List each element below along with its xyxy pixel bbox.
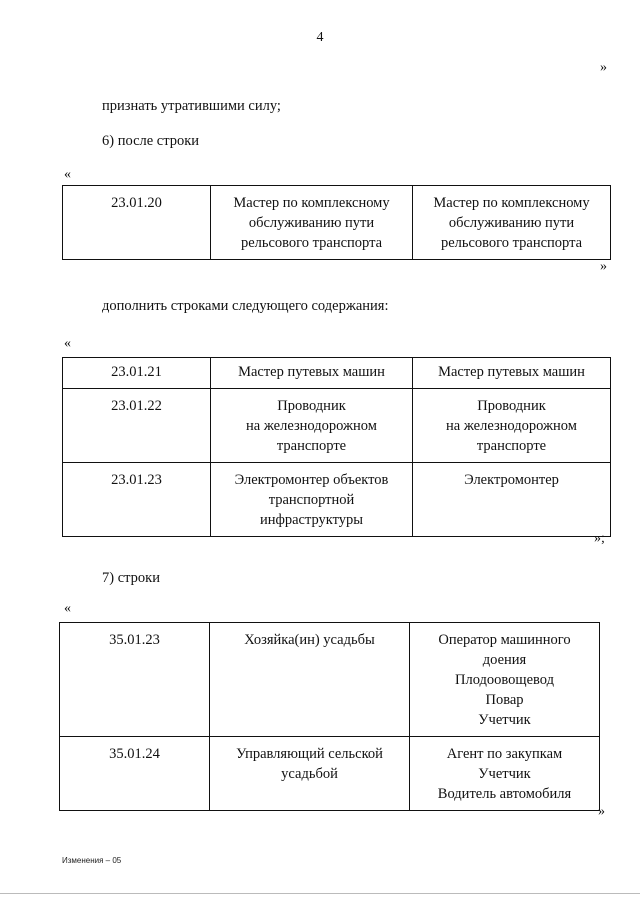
paragraph-text: признать утратившими силу; <box>102 98 281 114</box>
table-row <box>60 737 600 811</box>
code-cell: 23.01.22 <box>63 389 211 463</box>
profession-cell: Управляющий сельской усадьбой <box>210 737 410 811</box>
code-cell: 23.01.21 <box>63 358 211 389</box>
closing-quote: »; <box>594 531 605 546</box>
code-cell: 23.01.23 <box>63 463 211 537</box>
scan-edge-line <box>0 893 640 894</box>
table-3 <box>59 622 600 811</box>
profession-cell: Проводник на железнодорожном транспорте <box>211 389 413 463</box>
paragraph-text: 7) строки <box>102 570 160 586</box>
footer-text: Изменения – 05 <box>62 856 122 865</box>
closing-quote: » <box>600 60 607 75</box>
code-cell: 23.01.20 <box>63 186 211 260</box>
table-row <box>60 623 600 737</box>
closing-quote: » <box>600 259 607 274</box>
code-cell: 35.01.23 <box>60 623 210 737</box>
profession-cell: Хозяйка(ин) усадьбы <box>210 623 410 737</box>
profession-cell: Мастер путевых машин <box>211 358 413 389</box>
qualification-cell: Мастер по комплексному обслуживанию пути рельсового транспорта <box>413 186 611 260</box>
opening-quote: « <box>64 167 71 182</box>
qualification-cell: Оператор машинного доения Плодоовощевод Повар Учетчик <box>410 623 600 737</box>
page-number: 4 <box>316 30 324 45</box>
profession-cell: Мастер по комплексному обслуживанию пути рельсового транспорта <box>211 186 413 260</box>
qualification-cell: Мастер путевых машин <box>413 358 611 389</box>
profession-cell: Электромонтер объектов транспортной инфраструктуры <box>211 463 413 537</box>
qualification-cell: Агент по закупкам Учетчик Водитель автомобиля <box>410 737 600 811</box>
table-row <box>63 186 611 260</box>
paragraph-text: 6) после строки <box>102 133 200 149</box>
table-row <box>63 463 611 537</box>
table-1 <box>62 185 611 260</box>
table-row <box>63 389 611 463</box>
opening-quote: « <box>64 336 71 351</box>
paragraph-text: дополнить строками следующего содержания: <box>102 298 389 314</box>
qualification-cell: Электромонтер <box>413 463 611 537</box>
qualification-cell: Проводник на железнодорожном транспорте <box>413 389 611 463</box>
table-2 <box>62 357 611 537</box>
code-cell: 35.01.24 <box>60 737 210 811</box>
opening-quote: « <box>64 601 71 616</box>
table-row <box>63 358 611 389</box>
closing-quote: » <box>598 804 605 819</box>
